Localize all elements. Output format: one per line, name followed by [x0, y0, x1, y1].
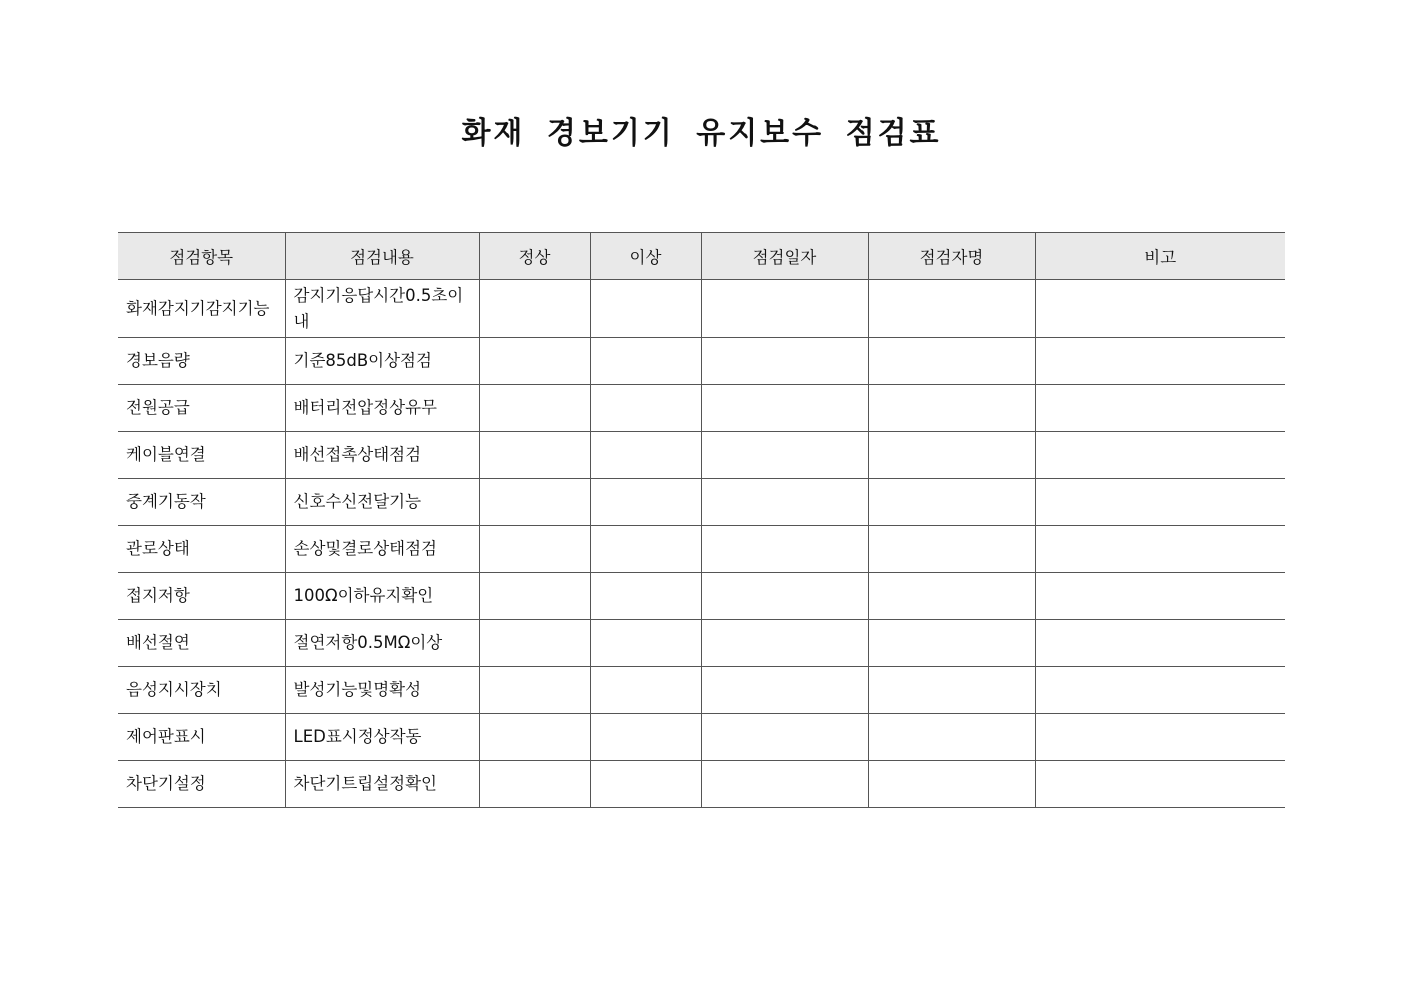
cell-date[interactable]	[701, 526, 868, 573]
cell-item: 제어판표시	[118, 714, 285, 761]
cell-abnormal[interactable]	[590, 479, 701, 526]
cell-item: 접지저항	[118, 573, 285, 620]
cell-content: 차단기트립설정확인	[285, 761, 479, 808]
cell-inspector[interactable]	[868, 573, 1035, 620]
header-abnormal: 이상	[590, 233, 701, 280]
cell-inspector[interactable]	[868, 526, 1035, 573]
cell-normal[interactable]	[479, 385, 590, 432]
cell-remarks[interactable]	[1035, 620, 1285, 667]
cell-remarks[interactable]	[1035, 479, 1285, 526]
cell-date[interactable]	[701, 479, 868, 526]
cell-normal[interactable]	[479, 338, 590, 385]
cell-abnormal[interactable]	[590, 526, 701, 573]
cell-normal[interactable]	[479, 432, 590, 479]
cell-content: 신호수신전달기능	[285, 479, 479, 526]
cell-content: 배터리전압정상유무	[285, 385, 479, 432]
cell-date[interactable]	[701, 280, 868, 338]
cell-date[interactable]	[701, 667, 868, 714]
cell-normal[interactable]	[479, 280, 590, 338]
cell-abnormal[interactable]	[590, 620, 701, 667]
cell-normal[interactable]	[479, 526, 590, 573]
header-remarks: 비고	[1035, 233, 1285, 280]
cell-remarks[interactable]	[1035, 573, 1285, 620]
cell-date[interactable]	[701, 714, 868, 761]
cell-inspector[interactable]	[868, 338, 1035, 385]
table-row	[118, 432, 1285, 479]
header-date: 점검일자	[701, 233, 868, 280]
table-row	[118, 526, 1285, 573]
cell-date[interactable]	[701, 385, 868, 432]
cell-normal[interactable]	[479, 761, 590, 808]
cell-remarks[interactable]	[1035, 432, 1285, 479]
cell-content: 배선접촉상태점검	[285, 432, 479, 479]
cell-date[interactable]	[701, 620, 868, 667]
cell-item: 차단기설정	[118, 761, 285, 808]
cell-abnormal[interactable]	[590, 280, 701, 338]
table-row	[118, 280, 1285, 338]
cell-content: 절연저항0.5MΩ이상	[285, 620, 479, 667]
cell-inspector[interactable]	[868, 667, 1035, 714]
table-row	[118, 573, 1285, 620]
cell-item: 전원공급	[118, 385, 285, 432]
cell-date[interactable]	[701, 338, 868, 385]
cell-inspector[interactable]	[868, 280, 1035, 338]
cell-abnormal[interactable]	[590, 338, 701, 385]
cell-abnormal[interactable]	[590, 432, 701, 479]
cell-item: 중계기동작	[118, 479, 285, 526]
cell-content: 발성기능및명확성	[285, 667, 479, 714]
table-header-row	[118, 233, 1285, 280]
cell-item: 음성지시장치	[118, 667, 285, 714]
cell-remarks[interactable]	[1035, 526, 1285, 573]
cell-remarks[interactable]	[1035, 280, 1285, 338]
cell-remarks[interactable]	[1035, 714, 1285, 761]
cell-date[interactable]	[701, 432, 868, 479]
cell-item: 관로상태	[118, 526, 285, 573]
cell-normal[interactable]	[479, 573, 590, 620]
cell-content: 기준85dB이상점검	[285, 338, 479, 385]
cell-item: 경보음량	[118, 338, 285, 385]
cell-content: LED표시정상작동	[285, 714, 479, 761]
cell-normal[interactable]	[479, 479, 590, 526]
header-normal: 정상	[479, 233, 590, 280]
cell-remarks[interactable]	[1035, 761, 1285, 808]
cell-content: 감지기응답시간0.5초이내	[285, 280, 479, 338]
header-inspector: 점검자명	[868, 233, 1035, 280]
cell-content: 손상및결로상태점검	[285, 526, 479, 573]
cell-date[interactable]	[701, 573, 868, 620]
cell-inspector[interactable]	[868, 761, 1035, 808]
cell-item: 화재감지기감지기능	[118, 280, 285, 338]
cell-normal[interactable]	[479, 620, 590, 667]
cell-abnormal[interactable]	[590, 761, 701, 808]
cell-abnormal[interactable]	[590, 385, 701, 432]
header-content: 점검내용	[285, 233, 479, 280]
cell-abnormal[interactable]	[590, 667, 701, 714]
table-row	[118, 667, 1285, 714]
page-title: 화재 경보기기 유지보수 점검표	[461, 116, 942, 151]
cell-abnormal[interactable]	[590, 573, 701, 620]
cell-remarks[interactable]	[1035, 385, 1285, 432]
cell-date[interactable]	[701, 761, 868, 808]
cell-item: 배선절연	[118, 620, 285, 667]
cell-inspector[interactable]	[868, 620, 1035, 667]
cell-content: 100Ω이하유지확인	[285, 573, 479, 620]
inspection-table	[118, 232, 1285, 808]
cell-normal[interactable]	[479, 714, 590, 761]
cell-item: 케이블연결	[118, 432, 285, 479]
table-row	[118, 479, 1285, 526]
cell-remarks[interactable]	[1035, 338, 1285, 385]
cell-abnormal[interactable]	[590, 714, 701, 761]
header-item: 점검항목	[118, 233, 285, 280]
table-row	[118, 385, 1285, 432]
cell-inspector[interactable]	[868, 385, 1035, 432]
table-row	[118, 338, 1285, 385]
cell-inspector[interactable]	[868, 714, 1035, 761]
table-row	[118, 761, 1285, 808]
cell-remarks[interactable]	[1035, 667, 1285, 714]
table-row	[118, 714, 1285, 761]
table-row	[118, 620, 1285, 667]
cell-inspector[interactable]	[868, 479, 1035, 526]
cell-normal[interactable]	[479, 667, 590, 714]
cell-inspector[interactable]	[868, 432, 1035, 479]
